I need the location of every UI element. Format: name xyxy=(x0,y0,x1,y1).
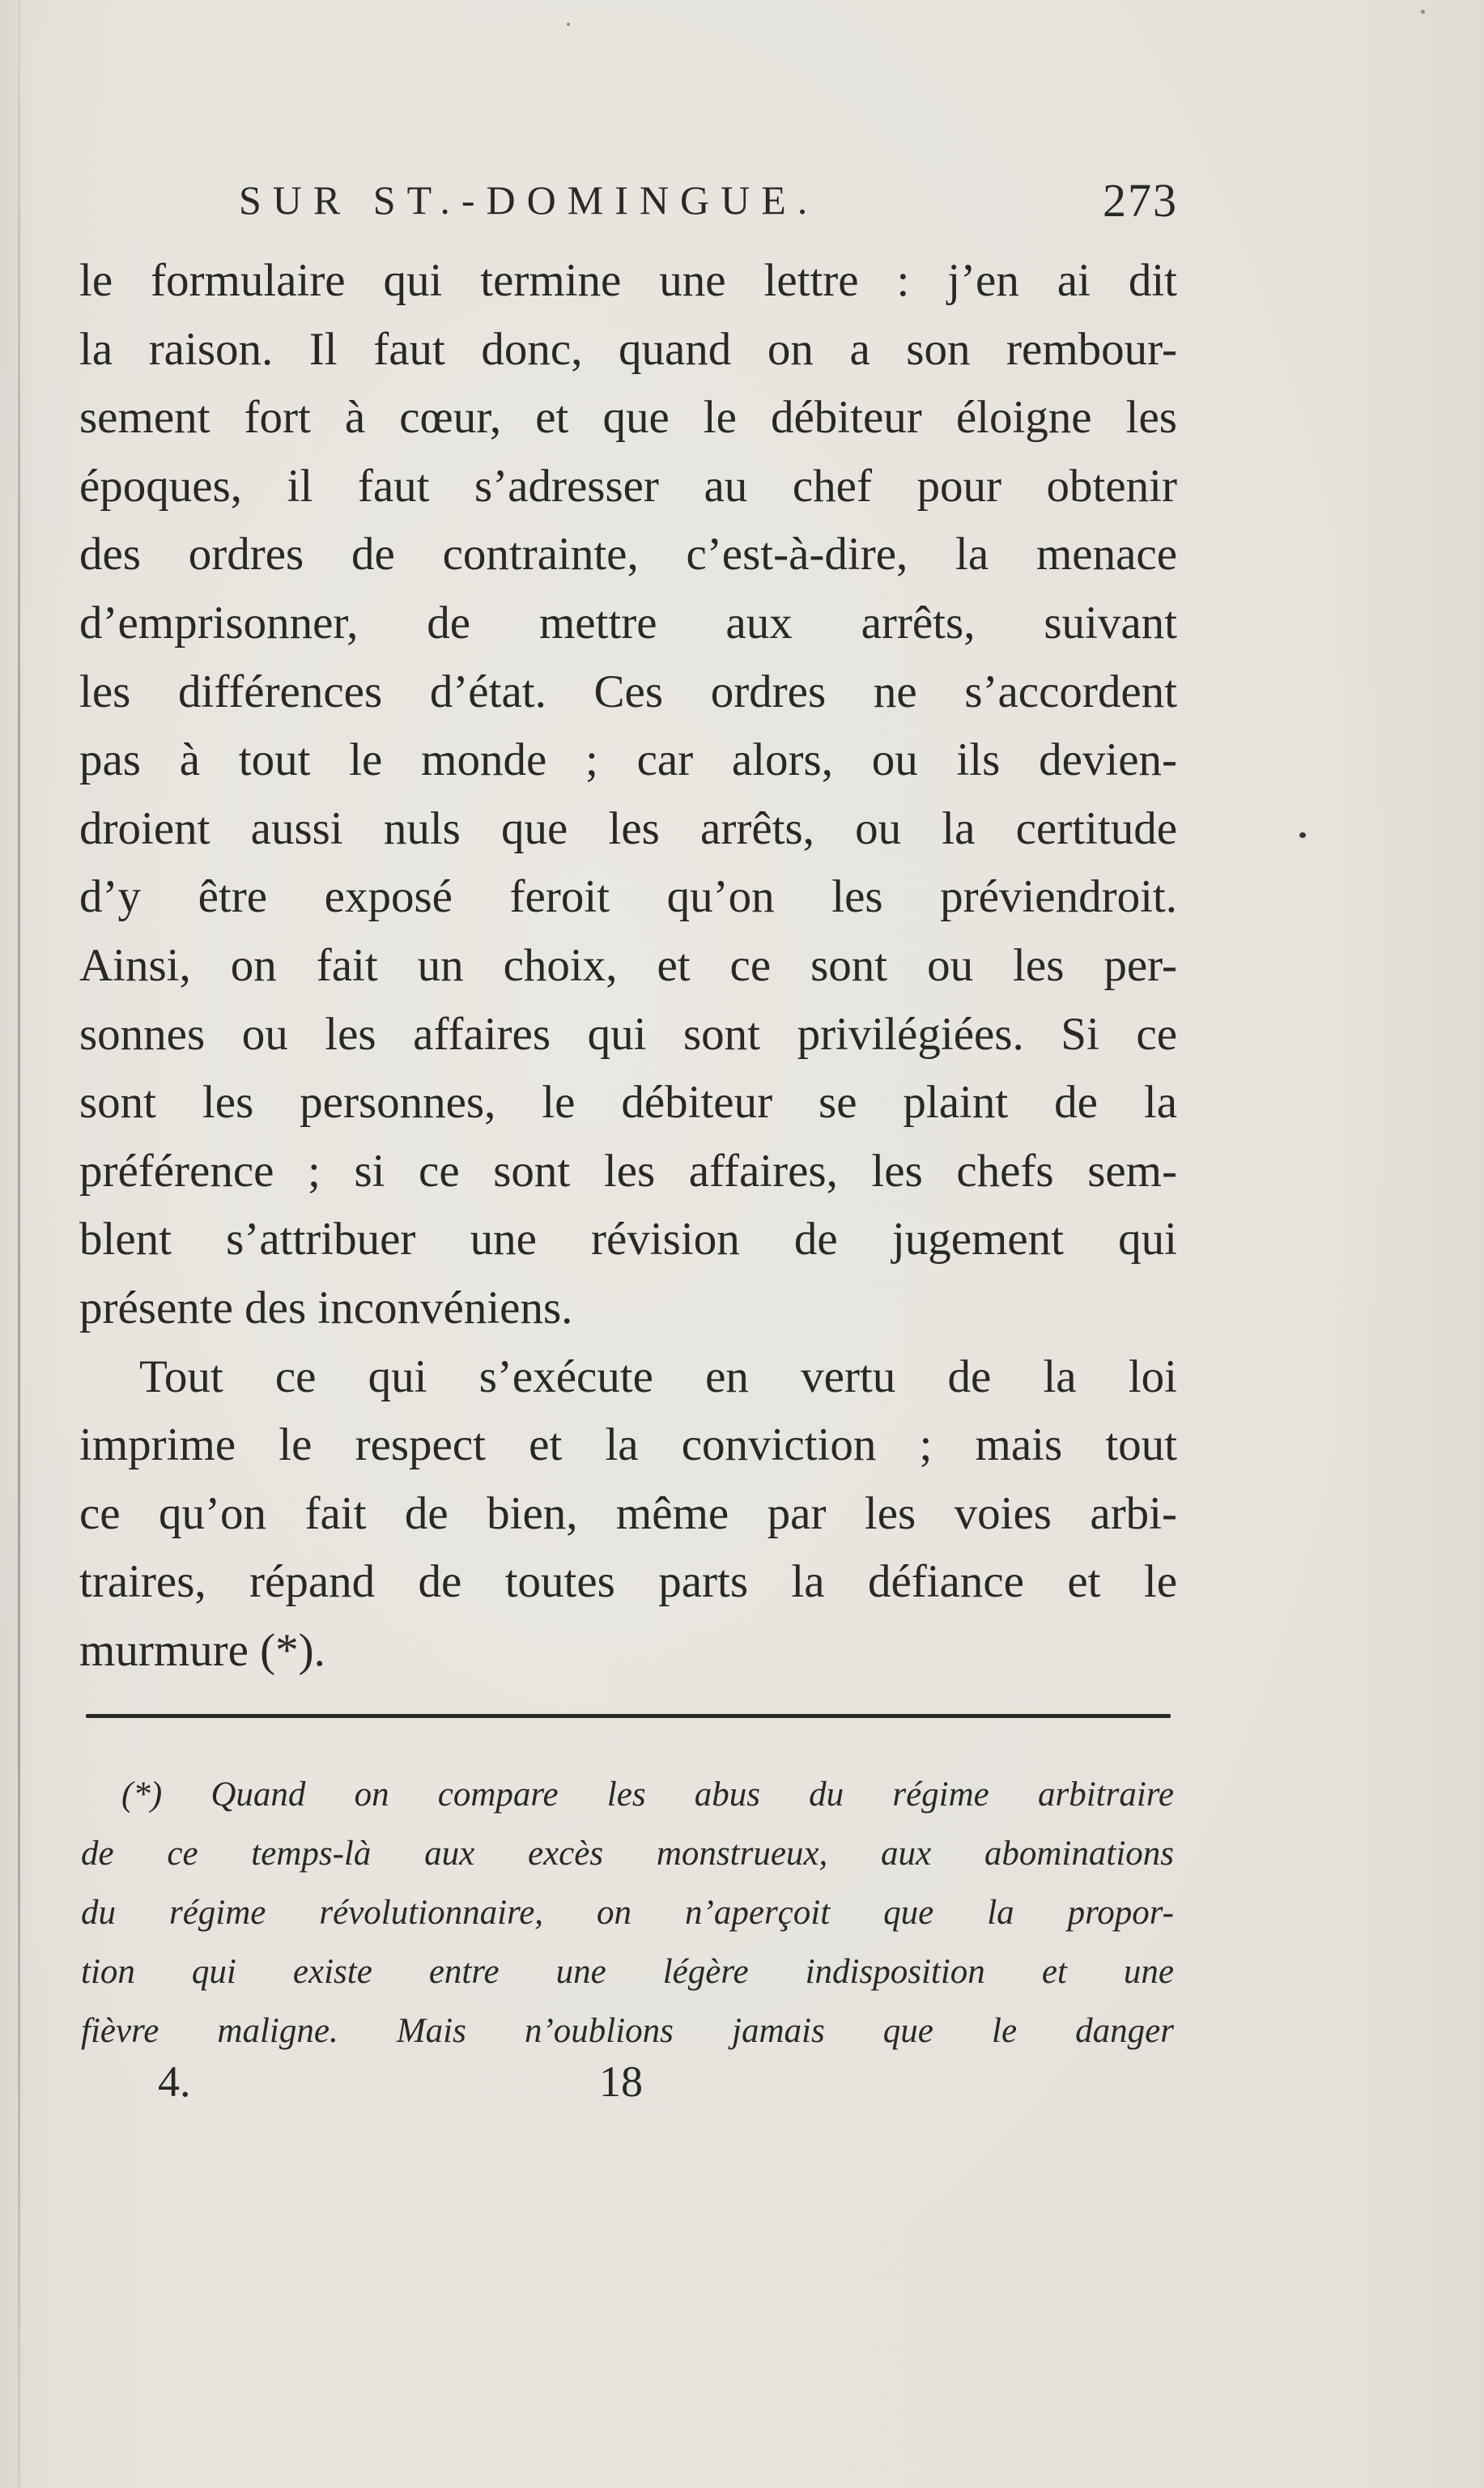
ink-speck xyxy=(1421,10,1425,14)
footnote-line: du régime révolutionnaire, on n’aperçoit que la propor- xyxy=(81,1894,1174,1932)
footnote-line: de ce temps-là aux excès monstrueux, aux abominations xyxy=(81,1835,1174,1873)
body-line: sement fort à cœur, et que le débiteur éloigne les xyxy=(79,392,1177,444)
body-line: la raison. Il faut donc, quand on a son rembour- xyxy=(79,323,1177,375)
body-line: imprime le respect et la conviction ; mais tout xyxy=(79,1419,1177,1471)
body-line: d’y être exposé feroit qu’on les préviendroit. xyxy=(79,871,1177,923)
page-number: 273 xyxy=(1103,174,1178,227)
body-line: d’emprisonner, de mettre aux arrêts, suivant xyxy=(79,597,1177,649)
running-head xyxy=(239,176,1178,233)
body-line: le formulaire qui termine une lettre : j’en ai dit xyxy=(79,255,1177,306)
body-line: sont les personnes, le débiteur se plaint de la xyxy=(79,1077,1177,1129)
body-line: Ainsi, on fait un choix, et ce sont ou les per- xyxy=(79,939,1177,991)
footnote-line: tion qui existe entre une légère indisposition et une xyxy=(81,1953,1174,1991)
gutter-shadow xyxy=(18,0,20,2488)
running-title: SUR ST.-DOMINGUE. xyxy=(239,177,819,223)
body-line: présente des inconvéniens. xyxy=(79,1282,573,1333)
ink-speck xyxy=(567,23,570,26)
body-line: blent s’attribuer une révision de jugement qui xyxy=(79,1214,1177,1265)
sheet-number: 18 xyxy=(599,2057,643,2106)
footnote-line: fièvre maligne. Mais n’oublions jamais que le danger xyxy=(81,2012,1174,2050)
body-line: préférence ; si ce sont les affaires, les chefs sem- xyxy=(79,1145,1177,1197)
ink-speck xyxy=(1299,832,1306,838)
body-line: Tout ce qui s’exécute en vertu de la loi xyxy=(139,1350,1177,1402)
body-line: des ordres de contrainte, c’est-à-dire, la menace xyxy=(79,529,1177,581)
body-text xyxy=(79,247,1177,1685)
signature-mark: 4. xyxy=(158,2057,191,2106)
body-line: pas à tout le monde ; car alors, ou ils devien- xyxy=(79,734,1177,786)
body-line: droient aussi nuls que les arrêts, ou la certitude xyxy=(79,802,1177,854)
body-line: murmure (*). xyxy=(79,1624,325,1676)
body-line: les différences d’état. Ces ordres ne s’accordent xyxy=(79,666,1177,717)
body-line: traires, répand de toutes parts la défiance et le xyxy=(79,1556,1177,1608)
body-line: époques, il faut s’adresser au chef pour obtenir xyxy=(79,460,1177,512)
body-line: sonnes ou les affaires qui sont privilégiées. Si ce xyxy=(79,1008,1177,1060)
footnote-rule xyxy=(86,1714,1171,1718)
body-line: ce qu’on fait de bien, même par les voies arbi- xyxy=(79,1487,1177,1539)
footnote xyxy=(81,1765,1174,2061)
footnote-line: (*) Quand on compare les abus du régime arbitraire xyxy=(121,1776,1174,1814)
